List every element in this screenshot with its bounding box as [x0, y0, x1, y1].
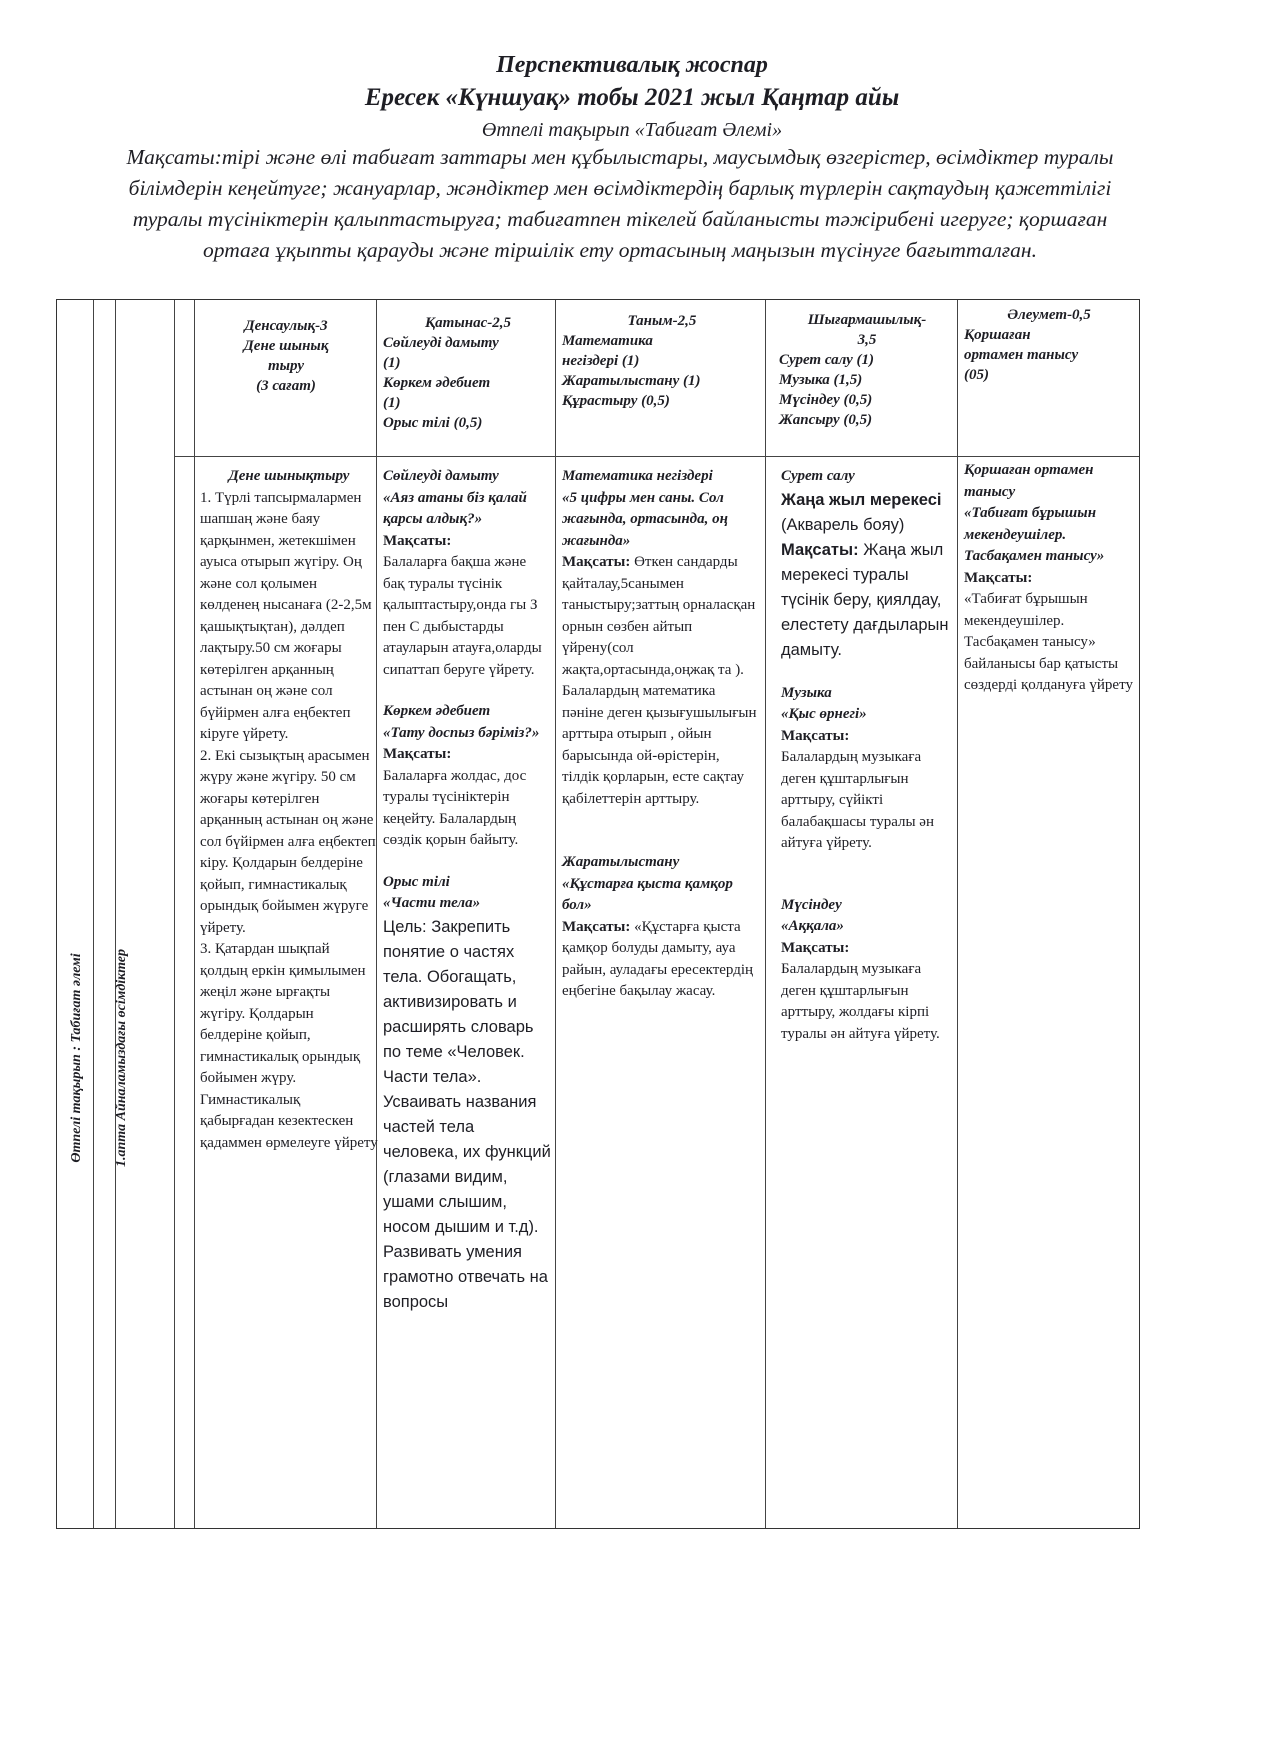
lesson-topic: «Аққала»: [781, 918, 844, 934]
cell-heading: Орыс тілі: [383, 873, 450, 890]
cell-heading: Математика негіздері: [562, 468, 713, 484]
week-row-label: 1.апта Айналамыздағы өсімдіктер: [114, 948, 129, 1168]
column-header-communication: Қатынас-2,5 Сөйлеуді дамыту (1) Көркем әдебиет (1) Орыс тілі (0,5): [383, 315, 511, 431]
theme-line: Өтпелі тақырып «Табиғат Әлемі»: [481, 119, 783, 141]
goal-paragraph: Мақсаты:тірі және өлі табиғат заттары мен құбылыстары, маусымдық өзгерістер, өсімдіктер туралы білімдерін кеңейтуге; жануарлар, жәндіктер мен өсімдіктердің барлық түрлерін сақтаудың қажеттілігі туралы түсініктерін қалыптастыруға; табиғатпен тікелей байланысты тәжірибені игеруге; қоршаған ортаға ұқыпты қарауды және тіршілік ету ортасының маңызын түсінуге бағытталған.: [126, 145, 1114, 262]
cell-text: Балалардың музыкаға деген құштарлығын арттыру, сүйікті балабақшасы туралы ән айтуға үйрету.: [781, 749, 934, 851]
cell-text: Мақсаты: «Құстарға қыста қамқор болуды дамыту, ауа райын, ауладағы ересектердің еңбегіне бақылау жасау.: [562, 918, 754, 999]
cell-text: Цель: Закрепить понятие о частях тела. Обогащать, активизировать и расширять словарь по теме «Человек. Части тела». Усваивать названия частей тела человека, их функций (глазами видим, ушами слышим, носом дышим и т.д). Развивать умения грамотно отвечать на вопросы: [383, 917, 551, 1311]
table-divider: [765, 300, 766, 1528]
cell-heading: Қоршаған ортамен танысу: [964, 462, 1094, 500]
cell-heading: Мүсіндеу: [781, 896, 842, 913]
lesson-topic: «5 цифры мен саны. Сол жағында, ортасында, оң жағында»: [562, 489, 728, 549]
cell-heading: Жаратылыстану: [562, 854, 680, 870]
goal-label: Мақсаты:: [964, 569, 1033, 586]
cell-text: Балалардың музыкаға деген құштарлығын арттыру, жолдағы кірпі туралы ән айтуға үйрету.: [781, 961, 940, 1042]
lesson-topic: «Части тела»: [383, 895, 481, 911]
lesson-topic: «Тату доспыз бәріміз?»: [383, 724, 540, 741]
lesson-note: (Акварель бояу): [781, 515, 905, 534]
column-header-social: Әлеумет-0,5 Қоршаған ортамен танысу (05): [964, 307, 1091, 383]
lesson-topic: «Қыс өрнегі»: [781, 706, 867, 722]
table-divider: [174, 456, 1139, 457]
cell-text: Мақсаты: Жаңа жыл мерекесі туралы түсінік беру, қиялдау, елестету дағдыларын дамыту.: [781, 540, 949, 659]
column-header-health: Денсаулық-3 Дене шынық тыру (3 сағат): [243, 318, 329, 394]
cell-text: «Табиғат бұрышын мекендеушілер. Тасбақамен танысу» байланысы бар қатысты сөздерді қолдануға үйрету: [964, 591, 1133, 693]
document-subtitle: Ересек «Күншуақ» тобы 2021 жыл Қаңтар айы: [364, 84, 900, 111]
cell-heading: Сурет салу: [781, 468, 855, 484]
lesson-topic: «Аяз атаны біз қалай қарсы алдық?»: [383, 489, 527, 527]
goal-label: Мақсаты:: [781, 727, 850, 744]
cell-communication: [383, 466, 551, 1315]
cell-health: [192, 466, 378, 1154]
theme-row-label: Өтпелі тақырып : Табиғат әлемі: [69, 953, 84, 1163]
goal-label: Мақсаты:: [383, 532, 452, 549]
cell-creativity: [781, 466, 955, 1045]
cell-text: Балаларға бақша және бақ туралы түсінік қалыптастыру,онда гы З пен С дыбыстарды атауларын атауға,оларды сипаттап беруге үйрету.: [383, 554, 542, 678]
column-header-creativity: Шығармашылық- 3,5 Сурет салу (1) Музыка (1,5) Мүсіндеу (0,5) Жапсыру (0,5): [779, 312, 927, 428]
cell-heading: Музыка: [781, 684, 832, 701]
lesson-topic: «Табиғат бұрышын мекендеушілер. Тасбақамен танысу»: [964, 505, 1105, 564]
table-divider: [555, 300, 556, 1528]
document-title: Перспективалық жоспар: [496, 52, 768, 78]
column-header-cognition: Таным-2,5 Математика негіздері (1) Жаратылыстану (1) Құрастыру (0,5): [562, 313, 701, 409]
cell-heading: Сөйлеуді дамыту: [383, 468, 499, 484]
table-divider: [174, 300, 175, 1528]
lesson-topic: Жаңа жыл мерекесі: [781, 490, 942, 509]
cell-cognition: [562, 466, 760, 1003]
cell-heading: Дене шынықтыру: [228, 468, 350, 484]
cell-social: [964, 460, 1136, 697]
cell-text: 1. Түрлі тапсырмалармен шапшаң және баяу қарқынмен, жетекшімен ауыса отырып жүгіру. Оң және сол қолымен көлденең нысанаға (2-2,5м қашықтықтан), дәлдеп лақтыру.50 см жоғары көтерілген арқанның астынан оң және сол бүйірмен алға еңбектеп кіруге үйрету. 2. Екі сызықтың арасымен жүру және жүгіру. 50 см жоғары көтерілген арқанның астынан оң және сол бүйірмен алға еңбектеп кіру. Қолдарын белдеріне қойып, гимнастикалық орындық бойымен жүруге үйрету. 3. Қатардан шықпай қолдың еркін қимылымен жеңіл және ырғақты жүгіру. Қолдарын белдеріне қойып, гимнастикалық орындық бойымен жүру. Гимнастикалық қабырғадан кезектескен қадаммен өрмелеуге үйрету: [200, 489, 378, 1151]
table-divider: [957, 300, 958, 1528]
cell-heading: Көркем әдебиет: [383, 703, 491, 719]
plan-table: [56, 299, 1140, 1529]
table-divider: [93, 300, 94, 1528]
cell-text: Мақсаты: Өткен сандарды қайталау,5санымен таныстыру;заттың орналасқан орнын сөзбен айтып үйрену(сол жақта,ортасында,оңжақ та ). Балалардың математика пәніне деген қызығушылығын арттыра отырып , ойын барысында ой-өрістерін, тілдік қорларын, есте сақтау қабілеттерін арттыру.: [562, 554, 757, 807]
goal-label: Мақсаты:: [781, 939, 850, 956]
lesson-topic: «Құстарға қыста қамқор бол»: [562, 875, 733, 913]
goal-label: Мақсаты:: [383, 746, 452, 762]
cell-text: Балаларға жолдас, дос туралы түсініктерін кеңейту. Балалардың сөздік қорын байыту.: [383, 767, 527, 848]
